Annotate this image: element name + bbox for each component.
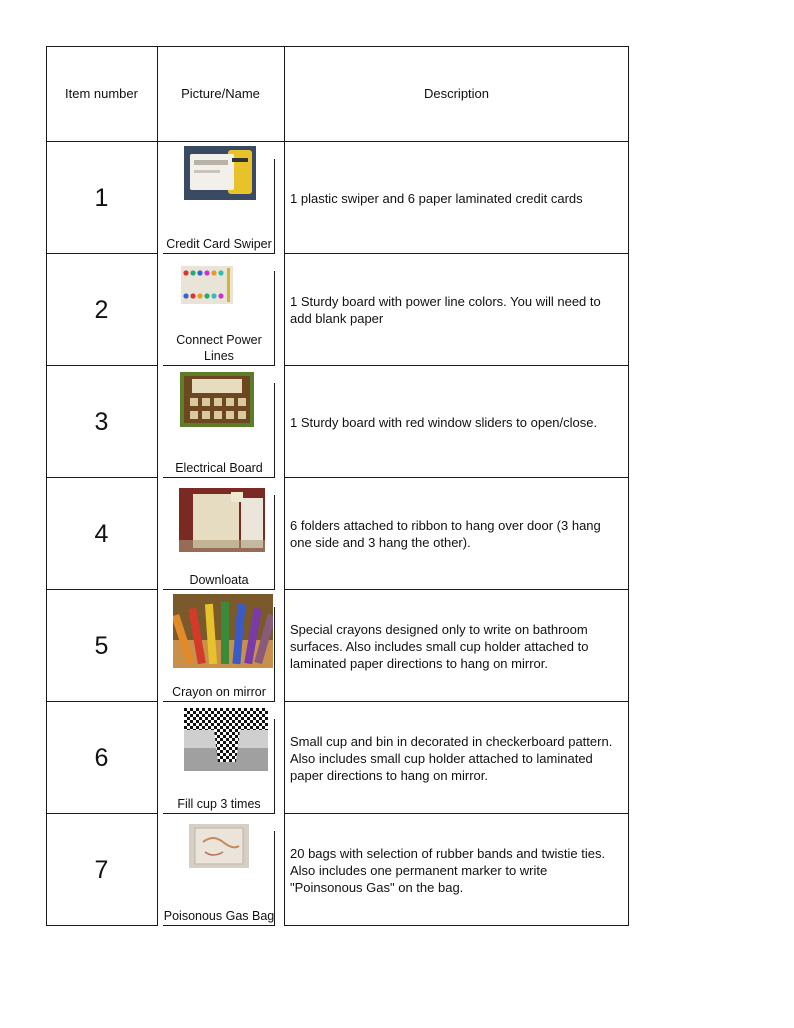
picture-cell-border bbox=[274, 383, 275, 478]
item-number-text: 3 bbox=[94, 407, 109, 436]
item-name: Crayon on mirror bbox=[172, 685, 266, 699]
item-name: Fill cup 3 times bbox=[177, 797, 261, 811]
item-description bbox=[290, 590, 620, 702]
picture-cell bbox=[163, 254, 275, 366]
header-picture-name bbox=[157, 46, 284, 141]
picture-cell bbox=[163, 478, 275, 590]
item-name: Poisonous Gas Bag bbox=[163, 909, 275, 923]
plastic-bag-photo-icon bbox=[189, 824, 249, 868]
picture-cell bbox=[163, 814, 275, 926]
table-row bbox=[46, 142, 629, 254]
item-description bbox=[290, 142, 620, 254]
picture-cell bbox=[163, 366, 275, 478]
item-name: Connect Power Lines bbox=[176, 333, 262, 363]
header-item-number bbox=[46, 46, 157, 141]
table-row bbox=[46, 702, 629, 814]
credit-card-swiper-photo-icon bbox=[184, 146, 256, 200]
item-name: Electrical Board bbox=[175, 461, 263, 475]
item-description-text: Small cup and bin in decorated in checkerboard pattern. Also includes small cup holder attached to laminated paper directions to hang on mirror. bbox=[290, 733, 613, 783]
picture-cell bbox=[163, 142, 275, 254]
electrical-board-photo-icon bbox=[180, 372, 254, 427]
picture-cell-border bbox=[274, 159, 275, 254]
item-description bbox=[290, 702, 620, 814]
picture-cell-border bbox=[274, 607, 275, 702]
picture-cell-border bbox=[163, 925, 275, 926]
item-number bbox=[46, 478, 157, 590]
item-description bbox=[290, 478, 620, 590]
table-row bbox=[46, 254, 629, 366]
item-description-text: 1 Sturdy board with red window sliders to open/close. bbox=[290, 414, 598, 430]
picture-cell-border bbox=[274, 719, 275, 814]
header-description bbox=[284, 46, 629, 141]
header-item-number-label: Item number bbox=[65, 86, 138, 101]
item-number bbox=[46, 702, 157, 814]
header-description-label: Description bbox=[423, 86, 490, 101]
item-number-text: 7 bbox=[94, 855, 109, 884]
item-number bbox=[46, 590, 157, 702]
item-number bbox=[46, 814, 157, 926]
item-number bbox=[46, 366, 157, 478]
item-name: Credit Card Swiper bbox=[166, 237, 272, 251]
item-description-text: 6 folders attached to ribbon to hang over door (3 hang one side and 3 hang the other). bbox=[290, 518, 601, 550]
grid-top-line bbox=[46, 46, 629, 47]
picture-cell-border bbox=[274, 271, 275, 366]
item-number-text: 5 bbox=[94, 631, 109, 660]
item-description-text: 1 Sturdy board with power line colors. You will need to add blank paper bbox=[290, 294, 601, 326]
checkerboard-cup-photo-icon bbox=[184, 708, 268, 771]
item-description-text: 1 plastic swiper and 6 paper laminated credit cards bbox=[290, 190, 583, 206]
table-row bbox=[46, 814, 629, 926]
item-number-text: 4 bbox=[94, 519, 109, 548]
item-number bbox=[46, 254, 157, 366]
picture-cell bbox=[163, 702, 275, 814]
folders-photo-icon bbox=[179, 488, 265, 552]
item-description-text: 20 bags with selection of rubber bands and twistie ties. Also includes one permanent marker to write "Poinsonous Gas" on the bag. bbox=[290, 845, 606, 895]
table-row bbox=[46, 590, 629, 702]
item-description bbox=[290, 254, 620, 366]
crayons-photo-icon bbox=[173, 594, 273, 668]
item-number-text: 6 bbox=[94, 743, 109, 772]
item-description bbox=[290, 366, 620, 478]
picture-cell bbox=[163, 590, 275, 702]
picture-cell-border bbox=[274, 495, 275, 590]
picture-cell-border bbox=[274, 831, 275, 926]
item-name: Downloata bbox=[189, 573, 249, 587]
item-number-text: 2 bbox=[94, 295, 109, 324]
item-description-text: Special crayons designed only to write on bathroom surfaces. Also includes small cup holder attached to laminated paper directions to hang on mirror. bbox=[290, 621, 589, 671]
power-lines-board-photo-icon bbox=[181, 266, 233, 304]
table-row bbox=[46, 366, 629, 478]
item-description bbox=[290, 814, 620, 926]
item-number-text: 1 bbox=[94, 183, 109, 212]
item-number bbox=[46, 142, 157, 254]
table-row bbox=[46, 478, 629, 590]
header-picture-name-label: Picture/Name bbox=[181, 86, 260, 101]
